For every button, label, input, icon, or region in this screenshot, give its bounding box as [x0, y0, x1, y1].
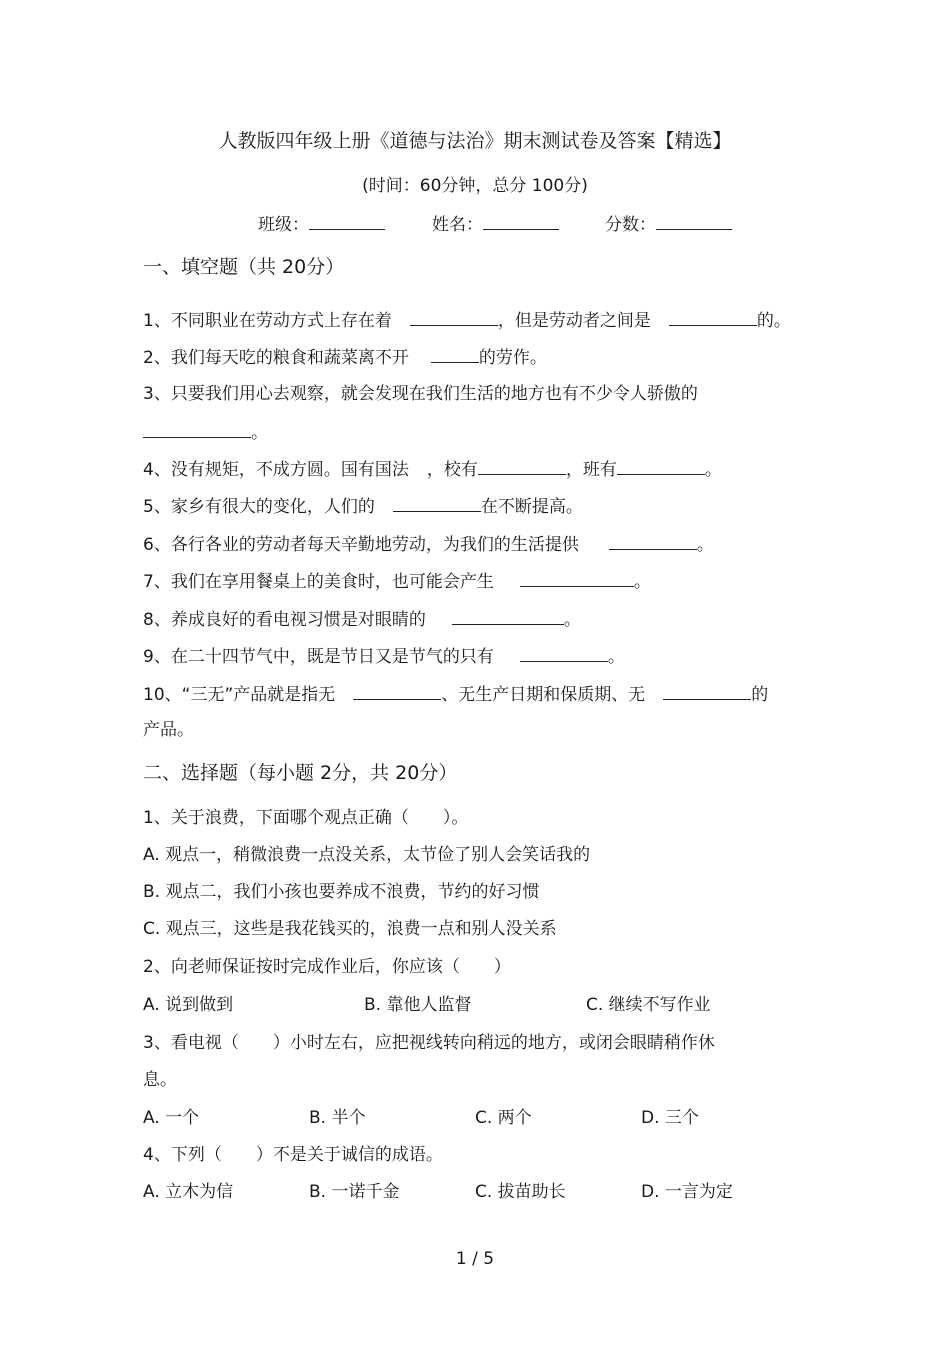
choice-2-option-a: A. 说到做到 [143, 995, 234, 1015]
q3-text-b: 。 [251, 423, 268, 443]
name-label: 姓名： [432, 215, 483, 235]
q10-blank-1 [353, 683, 441, 700]
q4-blank-2 [617, 458, 705, 475]
choice-question-3: 3、看电视（ ）小时左右，应把视线转向稍远的地方，或闭会眼睛稍作休 [143, 1033, 715, 1053]
section-choice-heading: 二、选择题（每小题 2分，共 20分） [143, 762, 458, 784]
q9-text-a: 9、在二十四节气中，既是节日又是节气的只有 [143, 647, 494, 667]
document-title: 人教版四年级上册《道德与法治》期末测试卷及答案【精选】 [218, 130, 732, 152]
q6-blank [609, 533, 697, 550]
choice-question-2: 2、向老师保证按时完成作业后，你应该（ ） [143, 957, 511, 977]
class-field [258, 213, 385, 235]
q6-text-a: 6、各行各业的劳动者每天辛勤地劳动，为我们的生活提供 [143, 535, 579, 555]
exam-time-info: (时间：60分钟，总分 100分) [362, 176, 588, 196]
q1-blank-2 [669, 309, 757, 326]
name-field [432, 213, 559, 235]
q6-text-b: 。 [696, 535, 714, 555]
fill-question-7 [143, 570, 651, 592]
fill-question-10 [143, 683, 768, 705]
page-number: 1 / 5 [455, 1249, 495, 1269]
fill-question-8 [143, 608, 581, 630]
choice-3-option-c: C. 两个 [475, 1108, 532, 1128]
q5-text-a: 5、家乡有很大的变化，人们的 [143, 497, 375, 517]
fill-question-3-cont [143, 421, 268, 443]
choice-1-option-b: B. 观点二，我们小孩也要养成不浪费，节约的好习惯 [143, 882, 540, 902]
choice-3-option-d: D. 三个 [641, 1108, 699, 1128]
score-label: 分数： [605, 215, 656, 235]
choice-3-option-b: B. 半个 [309, 1108, 366, 1128]
choice-3-option-a: A. 一个 [143, 1108, 200, 1128]
score-blank [656, 213, 732, 230]
name-blank [483, 213, 559, 230]
q10-text-a: 10、“三无”产品就是指无 [143, 685, 336, 705]
q8-text-b: 。 [563, 610, 581, 630]
choice-question-3-cont: 息。 [143, 1070, 177, 1090]
q10-text-c: 的 [751, 685, 769, 705]
q4-blank-1 [478, 458, 566, 475]
q5-text-b: 在不断提高。 [480, 497, 583, 517]
q8-text-a: 8、养成良好的看电视习惯是对眼睛的 [143, 610, 426, 630]
choice-4-option-c: C. 拔苗助长 [475, 1182, 566, 1202]
q2-text-a: 2、我们每天吃的粮食和蔬菜离不开 [143, 348, 409, 368]
fill-question-1 [143, 309, 791, 331]
fill-question-6 [143, 533, 714, 555]
q2-text-b: 的劳作。 [478, 348, 547, 368]
q9-text-b: 。 [607, 647, 625, 667]
choice-question-4: 4、下列（ ）不是关于诚信的成语。 [143, 1145, 443, 1165]
choice-2-option-c: C. 继续不写作业 [586, 995, 711, 1015]
score-field [605, 213, 732, 235]
fill-question-5 [143, 495, 583, 517]
q7-blank [520, 570, 634, 587]
q4-text-c: ，班有 [565, 460, 617, 480]
choice-4-option-d: D. 一言为定 [641, 1182, 733, 1202]
choice-question-1: 1、关于浪费，下面哪个观点正确（ ）。 [143, 808, 469, 828]
class-blank [309, 213, 385, 230]
fill-question-9 [143, 645, 625, 667]
q8-blank [452, 608, 564, 625]
q10-text-b: 、无生产日期和保质期、无 [441, 685, 646, 705]
choice-1-option-a: A. 观点一，稍微浪费一点没关系，太节俭了别人会笑话我的 [143, 845, 591, 865]
q1-text-b: ，但是劳动者之间是 [497, 311, 651, 331]
q2-blank [431, 346, 479, 363]
section-fill-blank-heading: 一、填空题（共 20分） [143, 256, 345, 278]
q7-text-a: 7、我们在享用餐桌上的美食时，也可能会产生 [143, 572, 494, 592]
choice-4-option-a: A. 立木为信 [143, 1182, 234, 1202]
q10-blank-2 [663, 683, 751, 700]
q1-text-a: 1、不同职业在劳动方式上存在着 [143, 311, 392, 331]
fill-question-2 [143, 346, 547, 368]
choice-4-option-b: B. 一诺千金 [309, 1182, 400, 1202]
q5-blank [393, 495, 481, 512]
choice-2-option-b: B. 靠他人监督 [364, 995, 472, 1015]
q4-text-a: 4、没有规矩，不成方圆。国有国法 [143, 460, 409, 480]
fill-question-3: 3、只要我们用心去观察，就会发现在我们生活的地方也有不少令人骄傲的 [143, 384, 698, 404]
q1-blank-1 [410, 309, 498, 326]
q1-text-c: 的。 [756, 311, 791, 331]
q4-text-b: ，校有 [426, 460, 478, 480]
choice-1-option-c: C. 观点三，这些是我花钱买的，浪费一点和别人没关系 [143, 919, 557, 939]
fill-question-10-cont: 产品。 [143, 720, 194, 740]
class-label: 班级： [258, 215, 309, 235]
q7-text-b: 。 [633, 572, 651, 592]
q3-blank [143, 421, 251, 438]
q9-blank [520, 645, 608, 662]
fill-question-4 [143, 458, 722, 480]
q4-text-d: 。 [704, 460, 722, 480]
